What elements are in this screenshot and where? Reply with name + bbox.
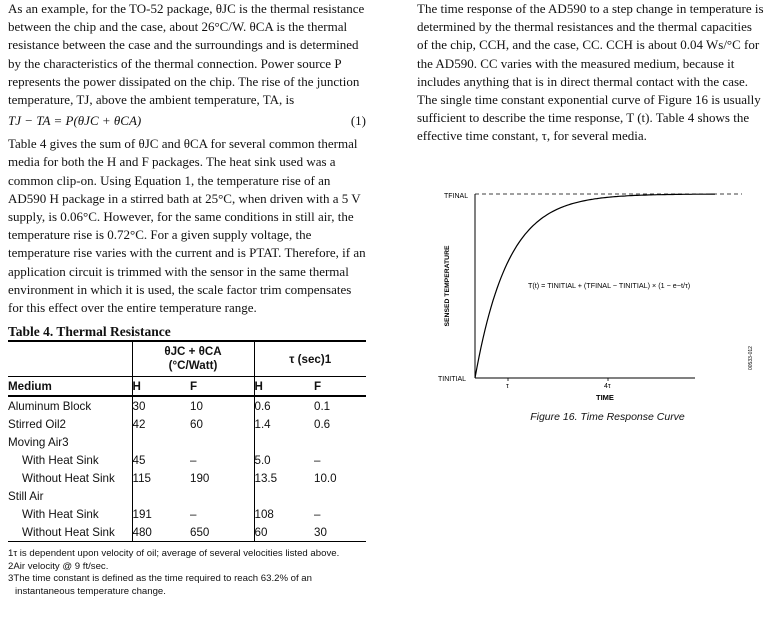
table-row: [8, 487, 366, 505]
equation-number: (1): [350, 113, 366, 129]
cell-h2: 5.0: [254, 451, 314, 469]
tick-4tau-label: 4τ: [604, 383, 611, 390]
cell-medium: Without Heat Sink: [22, 525, 115, 539]
x-axis-label: TIME: [596, 393, 614, 402]
cell-f1: –: [190, 507, 197, 521]
cell-h2: 13.5: [254, 469, 314, 487]
intro-paragraph: As an example, for the TO-52 package, θJC is the thermal resistance between the chip and the case, about 26°C/W. θCA is the thermal resistance between the case and the surroundings and is determined by the characteristics of the thermal connection. Power source P represents the power dissipated on the chip. The rise of the junction temperature, TJ, above the ambient temperature, TA, is: [8, 1, 365, 108]
cell-medium: Moving Air3: [8, 435, 69, 449]
cell-h2: 0.6: [254, 396, 314, 415]
cell-h1: 480: [132, 523, 190, 542]
cell-f1: 190: [190, 471, 210, 485]
header-f1: F: [190, 377, 254, 397]
cell-h2: 60: [254, 523, 314, 542]
equation-1: [8, 109, 366, 135]
cell-medium: With Heat Sink: [22, 453, 99, 467]
header-h1: H: [132, 377, 190, 397]
cell-medium: Stirred Oil2: [8, 417, 66, 431]
t-initial-label: TINITIAL: [438, 376, 467, 383]
header-thermal-resistance: [132, 341, 254, 377]
cell-h1: 42: [132, 415, 190, 433]
cell-f2: –: [314, 453, 321, 467]
footnote-1: 1τ is dependent upon velocity of oil; average of several velocities listed above.: [8, 548, 340, 560]
cell-f1: 10: [190, 399, 203, 413]
cell-medium: Still Air: [8, 489, 44, 503]
table-header-spacer: [8, 341, 132, 377]
table-row: [8, 523, 366, 542]
cell-h1: 191: [132, 505, 190, 523]
cell-h1: 30: [132, 396, 190, 415]
right-column: [417, 0, 765, 146]
table-row: [8, 396, 366, 415]
cell-medium: Aluminum Block: [8, 399, 92, 413]
equation-text: TJ − TA = P(θJC + θCA): [8, 113, 142, 129]
time-response-paragraph: The time response of the AD590 to a step change in temperature is determined by the thermal resistances and the thermal capacities of the chip, CCH, and the case, CC. CCH is about 0.04 Ws/°C for the AD590. CC varies with the measured medium, because it includes anything that is in direct thermal contact with the case. The single time constant exponential curve of Figure 16 is usually sufficient to describe the time response, T (t). Table 4 shows the effective time constant, τ, for several media.: [417, 1, 764, 144]
header-h2: H: [254, 377, 314, 397]
cell-medium: With Heat Sink: [22, 507, 99, 521]
cell-f2: [314, 433, 366, 451]
cell-f2: –: [314, 507, 321, 521]
header-theta-sum: θJC + θCA: [164, 345, 222, 359]
formula-label: T(t) = TINITIAL + (TFINAL − TINITIAL) × (1 − e−t/τ): [528, 281, 691, 290]
cell-h2: [254, 487, 314, 505]
cell-f2: 30: [314, 525, 327, 539]
cell-f1: 60: [190, 417, 203, 431]
cell-f1: –: [190, 453, 197, 467]
cell-f2: 0.1: [314, 399, 331, 413]
header-units: (°C/Watt): [168, 359, 218, 373]
cell-h2: [254, 433, 314, 451]
header-time-constant: τ (sec)1: [254, 341, 366, 377]
left-column: [8, 0, 366, 599]
table-row: [8, 505, 366, 523]
cell-f2: 10.0: [314, 471, 337, 485]
cell-h1: 45: [132, 451, 190, 469]
table-row: [8, 469, 366, 487]
cell-medium: Without Heat Sink: [22, 471, 115, 485]
cell-f1: [190, 433, 254, 451]
cell-h2: 1.4: [254, 415, 314, 433]
cell-h1: 115: [132, 469, 190, 487]
cell-h1: [132, 487, 190, 505]
thermal-resistance-table: [8, 340, 366, 542]
footnote-3: 3The time constant is defined as the time required to reach 63.2% of an instantaneous temperature change.: [8, 573, 312, 598]
figure-code: 00533-012: [748, 346, 754, 370]
table-row: [8, 415, 366, 433]
footnote-2: 2Air velocity @ 9 ft/sec.: [8, 560, 109, 572]
y-axis-label: SENSED TEMPERATURE: [444, 245, 451, 327]
tick-tau-label: τ: [506, 383, 509, 390]
cell-f2: [314, 487, 366, 505]
t-final-label: TFINAL: [444, 193, 469, 200]
table-title: Table 4. Thermal Resistance: [8, 324, 171, 340]
cell-h1: [132, 433, 190, 451]
cell-h2: 108: [254, 505, 314, 523]
cell-f1: 650: [190, 525, 210, 539]
table-discussion-paragraph: Table 4 gives the sum of θJC and θCA for several common thermal media for both the H and F packages. The heat sink used was a common clip-on. Using Equation 1, the temperature rise of an AD590 H package in a stirred bath at 25°C, when driven with a 5 V supply, is 0.06°C. However, for the same conditions in still air, the temperature rise is 0.72°C. For a given supply voltage, the temperature rise varies with the current and is PTAT. Therefore, if an application circuit is trimmed with the sensor in the same thermal environment in which it is used, the scale factor trim compensates for this effect over the entire temperature range.: [8, 136, 366, 316]
table-footnotes: [8, 548, 366, 598]
table-row: [8, 433, 366, 451]
cell-f1: [190, 487, 254, 505]
cell-f2: 0.6: [314, 417, 331, 431]
time-response-chart: [430, 180, 760, 410]
header-medium: Medium: [8, 377, 132, 397]
figure-caption: Figure 16. Time Response Curve: [530, 411, 685, 423]
header-f2: F: [314, 377, 366, 397]
table-row: [8, 451, 366, 469]
